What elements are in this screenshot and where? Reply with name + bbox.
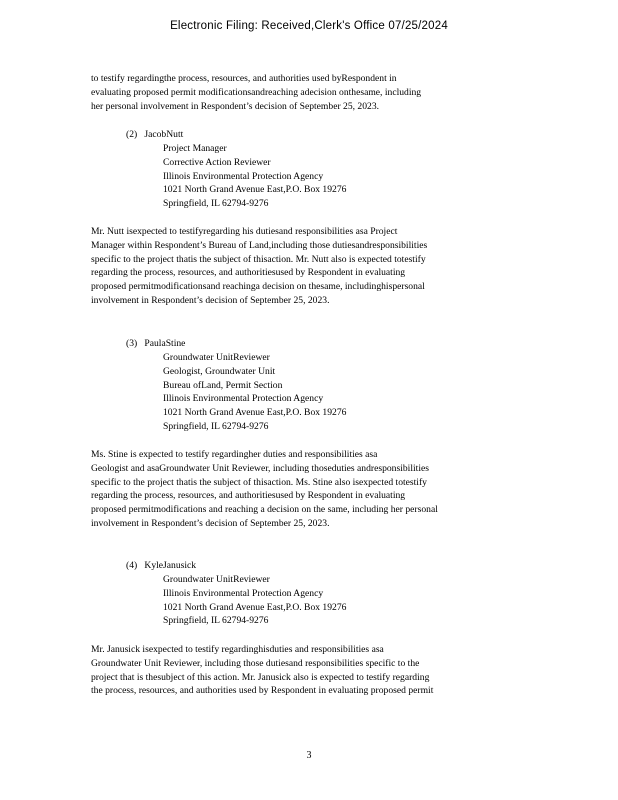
address-line: Bureau ofLand, Permit Section (163, 379, 283, 391)
intro-paragraph: to testify regardingthe process, resources, and authorities used byRespondent in evaluating proposed permit modificationsandreaching adecision onthesame, including her personal involvement in Respondent’s decision of September 25, 2023. (91, 73, 422, 112)
witness-number: (2) (126, 129, 138, 140)
witness-number: (3) (126, 338, 138, 349)
witness-address-block (163, 142, 346, 211)
witness-heading (126, 128, 183, 142)
address-line: Springfield, IL 62794-9276 (163, 420, 269, 432)
witness-name: KyleJanusick (144, 560, 197, 571)
address-line: Springfield, IL 62794-9276 (163, 198, 269, 210)
address-line: 1021 North Grand Avenue East,P.O. Box 19276 (163, 601, 347, 613)
address-line: 1021 North Grand Avenue East,P.O. Box 19276 (163, 407, 347, 419)
address-line: Illinois Environmental Protection Agency (163, 393, 324, 405)
filing-header: Electronic Filing: Received,Clerk's Office 07/25/2024 (170, 20, 448, 32)
witness-name: PaulaStine (144, 338, 186, 349)
address-line: 1021 North Grand Avenue East,P.O. Box 19276 (163, 184, 347, 196)
address-line: Groundwater UnitReviewer (163, 574, 270, 585)
witness-heading (126, 337, 185, 351)
witness-address-block (163, 351, 346, 434)
witness-description: Mr. Janusick isexpected to testify regardinghisduties and responsibilities asa Groundwater Unit Reviewer, including those dutiesand responsibilities specific to the project that is thesubject of this action. Mr. Janusick also is expected to testify regarding the process, resources, and authorities used by Respondent in evaluating proposed permit (91, 644, 434, 697)
witness-description: Mr. Nutt isexpected to testifyregarding his dutiesand responsibilities asa Project Manager within Respondent’s Bureau of Land,including those dutiesandresponsibilities specific to the project thatis the subject of thisaction. Mr. Nutt also is expected totestify regarding the process, resources, and authoritiesused by Respondent in evaluating proposed permitmodificationsand reachinga decision on thesame, includinghispersonal involvement in Respondent’s decision of September 25, 2023. (91, 226, 428, 306)
witness-heading (126, 559, 196, 573)
address-line: Groundwater UnitReviewer (163, 352, 270, 363)
address-line: Illinois Environmental Protection Agency (163, 587, 324, 599)
page-number: 3 (306, 750, 312, 761)
address-line: Geologist, Groundwater Unit (163, 365, 276, 377)
address-line: Springfield, IL 62794-9276 (163, 615, 269, 627)
address-line: Illinois Environmental Protection Agency (163, 170, 324, 182)
address-line: Corrective Action Reviewer (163, 156, 271, 168)
witness-number: (4) (126, 560, 138, 571)
witness-address-block (163, 573, 346, 628)
witness-description: Ms. Stine is expected to testify regardingher duties and responsibilities asa Geologist and asaGroundwater Unit Reviewer, including thoseduties andresponsibilities specific to the project thatis the subject of thisaction. Ms. Stine also isexpected totestify regarding the process, resources, and authoritiesused by Respondent in evaluating proposed permitmodifications and reaching a decision on the same, including her personal involvement in Respondent’s decision of September 25, 2023. (91, 449, 438, 529)
address-line: Project Manager (163, 143, 227, 154)
witness-name: JacobNutt (144, 129, 184, 140)
